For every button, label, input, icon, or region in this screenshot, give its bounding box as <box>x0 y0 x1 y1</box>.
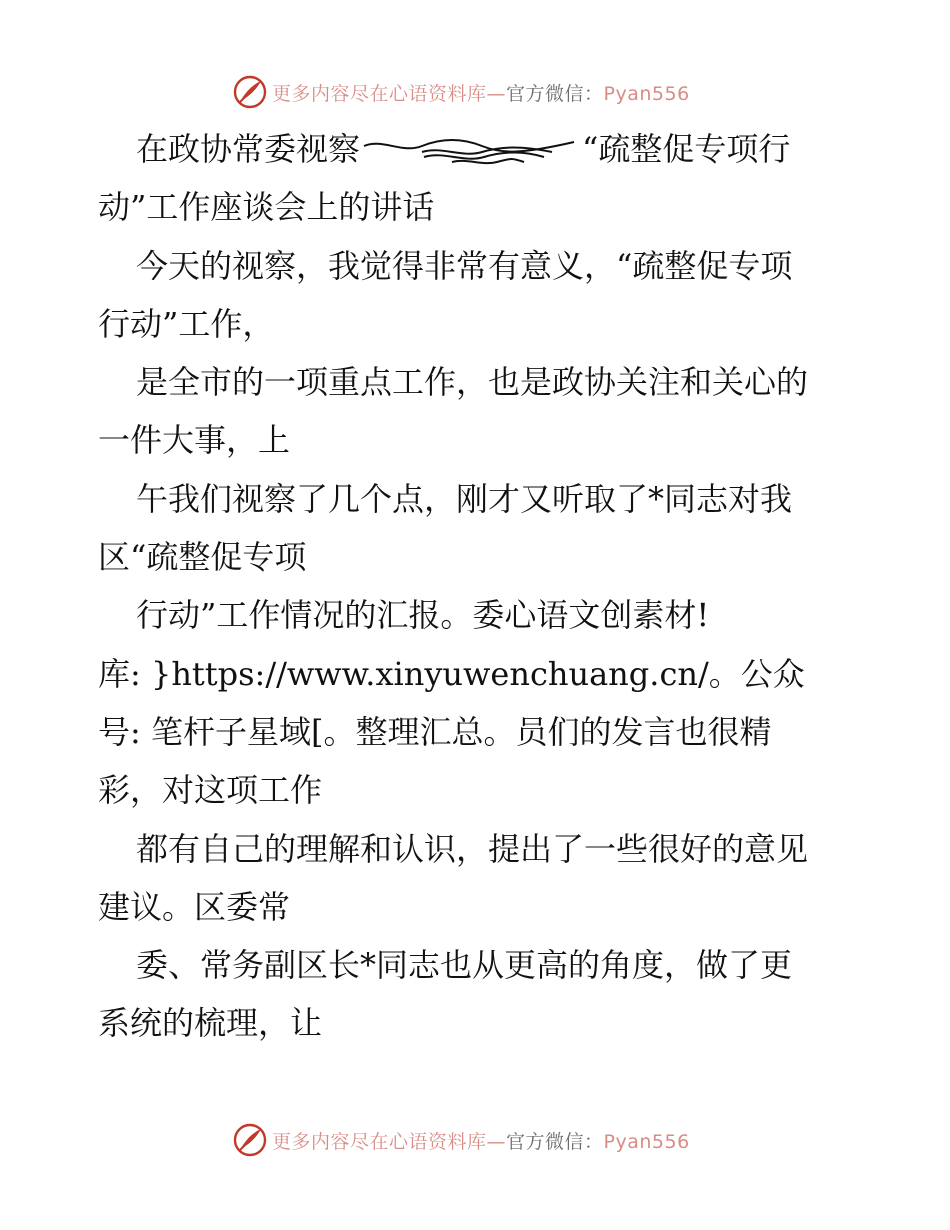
text-line: 库: }https://www.xinyuwenchuang.cn/。公众 <box>98 654 805 693</box>
watermark-separator: — <box>486 1130 507 1153</box>
text-line: 行动”工作， <box>98 304 275 343</box>
wavy-strikethrough-mark <box>362 132 576 172</box>
text-line: 午我们视察了几个点，刚才又听取了*同志对我 <box>136 479 793 518</box>
watermark-separator: — <box>486 82 507 105</box>
feather-pen-logo-icon <box>232 1122 268 1158</box>
text-line: 一件大事，上 <box>98 421 291 460</box>
text-line: 号: 笔杆子星域[。整理汇总。员们的发言也很精 <box>98 712 772 751</box>
feather-pen-logo-icon <box>232 74 268 110</box>
watermark-main-text: 更多内容尽在心语资料库 <box>272 1130 487 1153</box>
watermark-main-text: 更多内容尽在心语资料库 <box>272 82 487 105</box>
footer-watermark <box>232 1120 752 1160</box>
text-segment: “疏整促专项行 <box>582 130 791 168</box>
watermark-label: 官方微信： <box>506 1130 604 1153</box>
text-segment: 在政协常委视察 <box>136 130 361 168</box>
text-line-1 <box>98 120 858 178</box>
text-line: 委、常务副区长*同志也从更高的角度，做了更 <box>136 946 793 985</box>
text-line: 是全市的一项重点工作，也是政协关注和关心的 <box>136 363 809 402</box>
watermark-id: Pyan556 <box>603 82 690 105</box>
text-line: 区“疏整促专项 <box>98 538 307 577</box>
text-line: 彩，对这项工作 <box>98 771 323 810</box>
header-watermark <box>232 72 752 112</box>
document-body <box>98 120 858 1053</box>
watermark-label: 官方微信： <box>506 82 604 105</box>
text-line: 系统的梳理，让 <box>98 1004 323 1043</box>
text-line: 今天的视察，我觉得非常有意义，“疏整促专项 <box>136 246 793 285</box>
text-line: 都有自己的理解和认识，提出了一些很好的意见 <box>136 829 809 868</box>
text-line: 行动”工作情况的汇报。委心语文创素材! <box>136 596 710 635</box>
text-line: 动”工作座谈会上的讲话 <box>98 188 435 227</box>
watermark-id: Pyan556 <box>603 1130 690 1153</box>
text-line: 建议。区委常 <box>98 887 291 926</box>
